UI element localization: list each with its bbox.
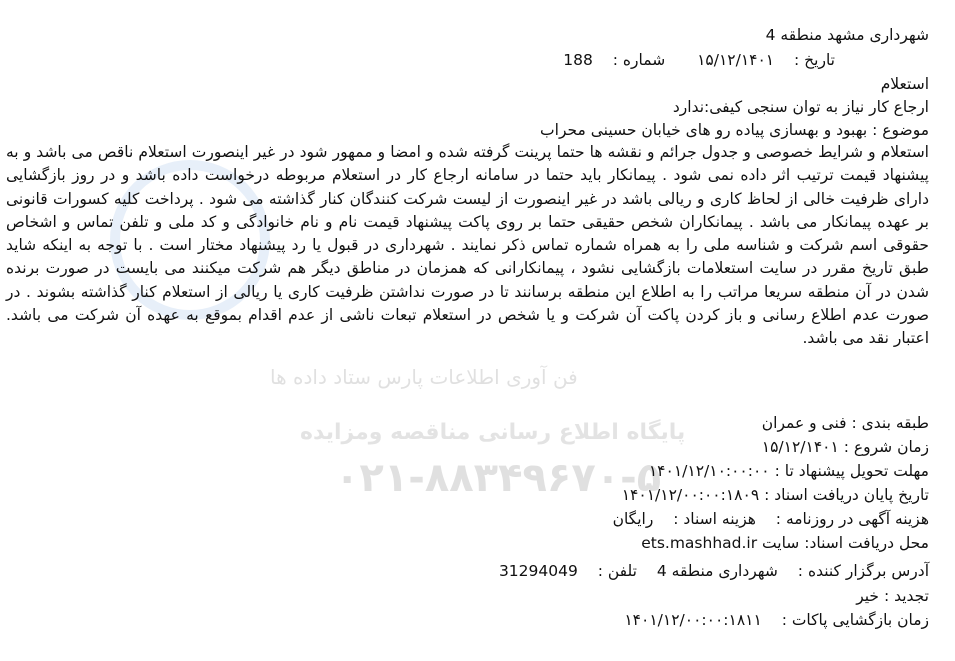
doc-place-link[interactable]: ets.mashhad.ir bbox=[641, 534, 758, 552]
phone-value: 31294049 bbox=[498, 562, 578, 580]
start-line bbox=[762, 436, 929, 458]
deadline-line bbox=[649, 460, 929, 482]
ad-cost-label: هزینه آگهی در روزنامه : bbox=[775, 510, 929, 528]
address-label: آدرس برگزار کننده : bbox=[797, 562, 929, 580]
opening-label: زمان بازگشایی پاکات : bbox=[781, 611, 929, 629]
renewal-line: تجدید : خیر bbox=[856, 587, 929, 605]
subject-line: موضوع : بهبود و بهسازی پیاده رو های خیابان حسینی محراب bbox=[540, 121, 929, 139]
doc-place-label: محل دریافت اسناد: سایت bbox=[762, 534, 929, 552]
watermark-phone: ۰۲۱-۸۸۳۴۹۶۷۰-۵ bbox=[335, 455, 662, 501]
date-label: تاریخ : bbox=[794, 51, 835, 69]
doc-title: استعلام bbox=[880, 75, 929, 93]
deadline-label: مهلت تحویل پیشنهاد تا : bbox=[774, 462, 929, 480]
number-label: شماره : bbox=[612, 51, 666, 69]
doc-end-line bbox=[622, 484, 929, 506]
category-line: طبقه بندی : فنی و عمران bbox=[761, 414, 929, 432]
doc-cost-value: رایگان bbox=[612, 510, 654, 528]
organization-line: شهرداری مشهد منطقه 4 bbox=[765, 26, 929, 44]
doc-end-label: تاریخ پایان دریافت اسناد : bbox=[764, 486, 929, 504]
costs-line bbox=[613, 508, 929, 530]
start-label: زمان شروع : bbox=[843, 438, 929, 456]
phone-label: تلفن : bbox=[597, 562, 637, 580]
number-value: 188 bbox=[563, 51, 593, 69]
doc-cost-label: هزینه اسناد : bbox=[673, 510, 756, 528]
body-paragraph: استعلام و شرایط خصوصی و جدول جرائم و نقشه ها حتما پرینت گرفته شده و امضا و ممهور شود در غیر اینصورت استعلام ناقص می باشد و به پیشنهاد قیمت ترتیب اثر داده نمی شود . پیمانکار باید حتما در سامانه ارجاع کار در استعلام مربوطه درخواست داده باشد و در روز بازگشایی دارای ظرفیت خالی از لحاظ کاری و ریالی باشد در غیر اینصورت از لیست شرکت کنندگان کنار گذاشته می شود . پرداخت کلیه کسورات قانونی بر عهده پیمانکار می باشد . پیمانکاران شخص حقیقی حتما بر روی پاکت پیشنهاد قیمت نام و نام خانوادگی و کد ملی و تلفن تماس و اشخاص حقوقی اسم شرکت و شناسه ملی را به همراه شماره تماس ذکر نمایند . شهرداری در قبول یا رد پیشنهاد مختار است . با توجه به اینکه شاید طبق تاریخ مقرر در سایت استعلامات بازگشایی نشود ، پیمانکارانی که همزمان در مناطق دیگر هم شرکت میکنند می بایست در صورت برنده شدن در آن منطقه سریعا مراتب را به اطلاع این منطقه برسانند تا در صورت نداشتن ظرفیت کاری یا ریالی از استعلام کنار گذاشته بشوند . در صورت عدم اطلاع رسانی و باز کردن پاکت آن شرکت و یا شخص در استعلام تبعات ناشی از عدم اقدام بموقع به عهده آن شرکت می باشد. اعتبار نقد می باشد. bbox=[6, 143, 929, 348]
date-number-line bbox=[563, 49, 835, 71]
address-value: شهرداری منطقه 4 bbox=[656, 562, 778, 580]
doc-place-line bbox=[641, 532, 929, 554]
deadline-value: ۱۴۰۱/۱۲/۱۰:۰۰:۰۰ bbox=[648, 462, 770, 480]
watermark-company: فن آوری اطلاعات پارس ستاد داده ها bbox=[270, 365, 578, 389]
opening-value: ۱۴۰۱/۱۲/۰۰:۰۰:۱۸۱۱ bbox=[624, 611, 762, 629]
quality-line: ارجاع کار نیاز به توان سنجی کیفی:ندارد bbox=[672, 98, 929, 116]
date-value: ۱۵/۱۲/۱۴۰۱ bbox=[697, 51, 775, 69]
doc-end-value: ۱۴۰۱/۱۲/۰۰:۰۰:۱۸۰۹ bbox=[621, 486, 760, 504]
start-value: ۱۵/۱۲/۱۴۰۱ bbox=[761, 438, 839, 456]
watermark-portal: پایگاه اطلاع رسانی مناقصه ومزایده bbox=[300, 420, 686, 445]
address-line bbox=[499, 560, 929, 582]
opening-line bbox=[624, 609, 929, 631]
